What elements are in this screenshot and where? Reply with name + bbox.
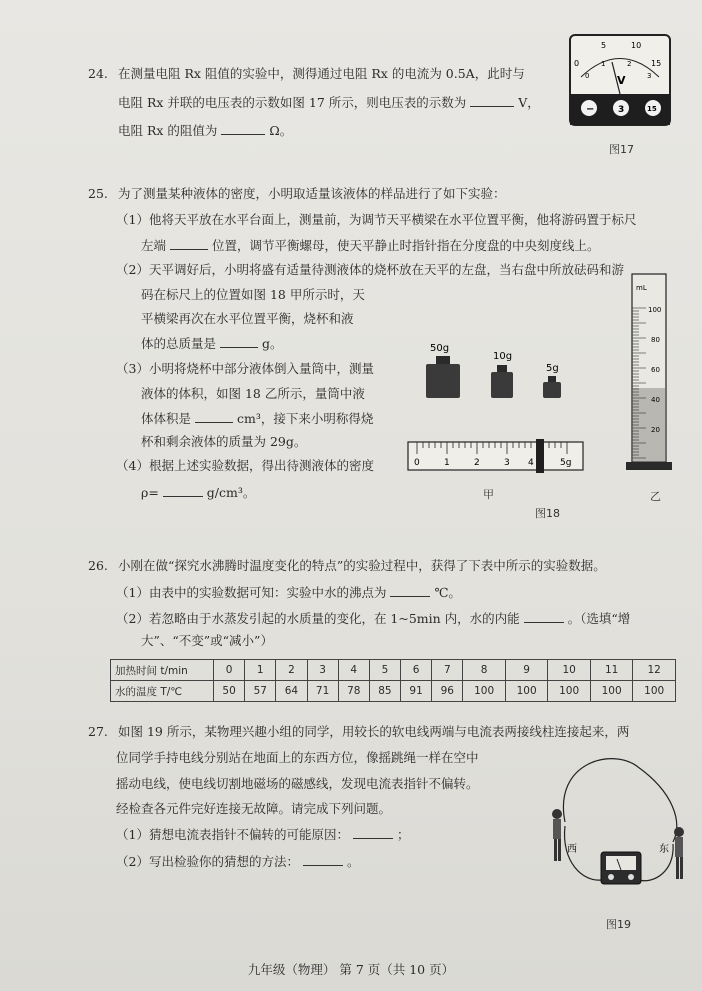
table-cell: 2 xyxy=(276,660,307,681)
label-east: 东 xyxy=(659,844,669,855)
q26-s2a xyxy=(116,610,630,627)
cylinder-liquid xyxy=(633,388,665,461)
table-cell: 57 xyxy=(245,681,276,702)
table-cell: 3 xyxy=(307,660,338,681)
q27-s2 xyxy=(116,853,359,870)
q25-s4b-unit: g/cm³。 xyxy=(206,485,256,500)
q24-line1: 在测量电阻 Rx 阻值的实验中，测得通过电阻 Rx 的电流为 0.5A，此时与 xyxy=(118,66,525,81)
ammeter-terminal xyxy=(628,874,634,880)
ruler-label: 1 xyxy=(444,458,450,468)
q25-s1a: （1）他将天平放在水平台面上，测量前，为调节天平横梁在水平位置平衡，他将游码置于标尺 xyxy=(116,212,637,227)
person-east xyxy=(674,827,684,879)
graduated-cylinder xyxy=(624,268,678,474)
table-cell: 100 xyxy=(590,681,633,702)
q25-s2c: 平横梁再次在水平位置平衡，烧杯和液 xyxy=(141,311,354,326)
ammeter-terminal xyxy=(608,874,614,880)
table-cell: 11 xyxy=(590,660,633,681)
label-west: 西 xyxy=(567,844,577,855)
q24-number: 24. xyxy=(88,66,108,81)
ruler-label: 5g xyxy=(560,458,572,468)
q25-mass-blank[interactable] xyxy=(220,335,258,348)
q26-boiling-point-blank[interactable] xyxy=(390,584,430,597)
q27-s2-end: 。 xyxy=(346,854,360,869)
q24-resistance-blank[interactable] xyxy=(221,122,265,135)
q26-s2b: 大”、“不变”或“减小”） xyxy=(141,633,273,648)
ruler-rider xyxy=(536,439,544,473)
table-cell: 100 xyxy=(548,681,591,702)
table-cell: 71 xyxy=(307,681,338,702)
weight-label-10g: 10g xyxy=(493,351,513,362)
weight-10g-knob xyxy=(497,365,507,372)
figure18-label-jia: 甲 xyxy=(483,488,494,501)
q26-s1-text: （1）由表中的实验数据可知：实验中水的沸点为 xyxy=(116,585,387,600)
ruler xyxy=(408,442,583,470)
table-cell: 100 xyxy=(505,681,548,702)
q25-s3c-text: 体体积是 xyxy=(141,411,192,426)
cylinder-label: 40 xyxy=(651,396,660,404)
q25-s3b: 液体的体积，如图 18 乙所示，量筒中液 xyxy=(141,386,365,401)
table-cell: 100 xyxy=(463,681,506,702)
table-header-time: 加热时间 t/min xyxy=(111,660,214,681)
q24-line2 xyxy=(118,94,540,111)
q25-s2a: （2）天平调好后，小明将盛有适量待测液体的烧杯放在天平的左盘，当右盘中所放砝码和游 xyxy=(116,262,624,277)
weight-5g xyxy=(543,382,561,398)
table-cell: 91 xyxy=(401,681,432,702)
q26-s1-unit: ℃。 xyxy=(434,585,461,600)
q25-s3c xyxy=(141,410,373,427)
scale-label-outer: 15 xyxy=(651,59,662,68)
weight-50g xyxy=(426,364,460,398)
voltmeter-figure xyxy=(567,32,677,132)
q25-s3a: （3）小明将烧杯中部分液体倒入量筒中，测量 xyxy=(116,361,374,376)
table-cell: 6 xyxy=(401,660,432,681)
cylinder-label: 80 xyxy=(651,336,660,344)
voltmeter-unit-label: V xyxy=(617,74,626,87)
q25-s1b-text: 左端 xyxy=(141,238,167,253)
ruler-label: 4 xyxy=(528,458,534,468)
q25-s2d-unit: g。 xyxy=(261,336,283,351)
weight-label-5g: 5g xyxy=(546,363,559,374)
figure18-jia xyxy=(400,338,600,498)
table-cell: 85 xyxy=(369,681,400,702)
q25-s3c-rest: cm³，接下来小明称得烧 xyxy=(236,411,374,426)
scale-label-outer: 5 xyxy=(601,41,607,50)
table-cell: 0 xyxy=(214,660,245,681)
q27-line4: 经检查各元件完好连接无故障。请完成下列问题。 xyxy=(116,801,392,816)
weight-5g-knob xyxy=(548,376,556,382)
figure19-illustration xyxy=(543,752,693,912)
q24-line2-unit: V， xyxy=(518,95,540,110)
q27-s2-text: （2）写出检验你的猜想的方法： xyxy=(116,854,299,869)
table-cell: 50 xyxy=(214,681,245,702)
q25-s1b-rest: 位置，调节平衡螺母，使天平静止时指针指在分度盘的中央刻度线上。 xyxy=(211,238,600,253)
scale-label-outer: 10 xyxy=(631,41,642,50)
q24-line3 xyxy=(118,122,292,139)
q27-s1 xyxy=(116,826,409,843)
table-cell: 100 xyxy=(633,681,676,702)
table-cell: 4 xyxy=(338,660,369,681)
q24-line3-text: 电阻 Rx 的阻值为 xyxy=(118,123,218,138)
q25-s2d xyxy=(141,335,283,352)
boiling-data-table xyxy=(110,659,676,702)
table-cell: 7 xyxy=(432,660,463,681)
q24-line2-text: 电阻 Rx 并联的电压表的示数如图 17 所示，则电压表的示数为 xyxy=(118,95,467,110)
q25-density-blank[interactable] xyxy=(163,484,203,497)
cylinder-label: 60 xyxy=(651,366,660,374)
terminal-label: 3 xyxy=(618,105,625,115)
q27-reason-blank[interactable] xyxy=(353,826,393,839)
q27-s1-end: ； xyxy=(396,827,410,842)
table-cell: 8 xyxy=(463,660,506,681)
terminal-label: 15 xyxy=(647,105,657,113)
q25-s1b xyxy=(141,237,600,254)
q25-s4a: （4）根据上述实验数据，得出待测液体的密度 xyxy=(116,458,374,473)
table-header-temperature: 水的温度 T/℃ xyxy=(111,681,214,702)
cylinder-label: 20 xyxy=(651,426,660,434)
table-row-temperature xyxy=(111,681,676,702)
q25-volume-blank[interactable] xyxy=(195,410,233,423)
q27-line1: 如图 19 所示，某物理兴趣小组的同学，用较长的软电线两端与电流表两接线柱连接起来，两 xyxy=(118,724,630,739)
q26-intro: 小刚在做“探究水沸腾时温度变化的特点”的实验过程中，获得了下表中所示的实验数据。 xyxy=(118,558,606,573)
scale-label-inner: 0 xyxy=(585,72,590,80)
terminal-label: − xyxy=(586,104,595,115)
q26-s2a-text: （2）若忽略由于水蒸发引起的水质量的变化，在 1~5min 内，水的内能 xyxy=(116,611,520,626)
q25-s4b-text: ρ= xyxy=(141,485,159,500)
weight-50g-knob xyxy=(436,356,450,364)
q24-line3-unit: Ω。 xyxy=(269,123,293,138)
table-cell: 9 xyxy=(505,660,548,681)
cylinder-label: 100 xyxy=(648,306,662,314)
table-cell: 5 xyxy=(369,660,400,681)
table-cell: 96 xyxy=(432,681,463,702)
scale-label-inner: 2 xyxy=(627,60,632,68)
q25-s3d: 杯和剩余液体的质量为 29g。 xyxy=(141,434,307,449)
table-row-time xyxy=(111,660,676,681)
ruler-label: 0 xyxy=(414,458,420,468)
q25-s4b xyxy=(141,484,255,501)
q24-voltage-blank[interactable] xyxy=(470,94,514,107)
q27-number: 27. xyxy=(88,724,108,739)
q26-s1 xyxy=(116,584,461,601)
q25-number: 25. xyxy=(88,186,108,201)
figure18-caption: 图18 xyxy=(535,507,560,520)
table-cell: 10 xyxy=(548,660,591,681)
table-cell: 12 xyxy=(633,660,676,681)
q25-s2d-text: 体的总质量是 xyxy=(141,336,217,351)
table-cell: 64 xyxy=(276,681,307,702)
q26-internal-energy-blank[interactable] xyxy=(524,610,564,623)
q25-intro: 为了测量某种液体的密度，小明取适量该液体的样品进行了如下实验： xyxy=(118,186,506,201)
person-west xyxy=(552,809,562,861)
figure17-caption: 图17 xyxy=(609,143,634,156)
figure18-label-yi: 乙 xyxy=(650,490,661,503)
q26-s2a-rest: 。（选填“增 xyxy=(567,611,631,626)
page-footer: 九年级（物理） 第 7 页（共 10 页） xyxy=(247,962,455,977)
scale-label-inner: 1 xyxy=(601,60,606,68)
ruler-label: 2 xyxy=(474,458,480,468)
cylinder-unit: mL xyxy=(636,284,647,292)
figure19-caption: 图19 xyxy=(606,918,631,931)
q25-position-blank[interactable] xyxy=(170,237,208,250)
q26-number: 26. xyxy=(88,558,108,573)
scale-label-outer: 0 xyxy=(574,59,580,68)
table-cell: 78 xyxy=(338,681,369,702)
ruler-label: 3 xyxy=(504,458,510,468)
q27-line2: 位同学手持电线分别站在地面上的东西方位，像摇跳绳一样在空中 xyxy=(116,750,479,765)
q25-s2b: 码在标尺上的位置如图 18 甲所示时，天 xyxy=(141,287,365,302)
q27-s1-text: （1）猜想电流表指针不偏转的可能原因： xyxy=(116,827,349,842)
q27-method-blank[interactable] xyxy=(303,853,343,866)
weight-10g xyxy=(491,372,513,398)
q27-line3: 摇动电线，使电线切割地磁场的磁感线，发现电流表指针不偏转。 xyxy=(116,776,479,791)
cylinder-base xyxy=(626,462,672,470)
wire-rope xyxy=(563,759,676,842)
weight-label-50g: 50g xyxy=(430,343,450,354)
scale-label-inner: 3 xyxy=(647,72,652,80)
ammeter-dial xyxy=(606,856,636,870)
table-cell: 1 xyxy=(245,660,276,681)
